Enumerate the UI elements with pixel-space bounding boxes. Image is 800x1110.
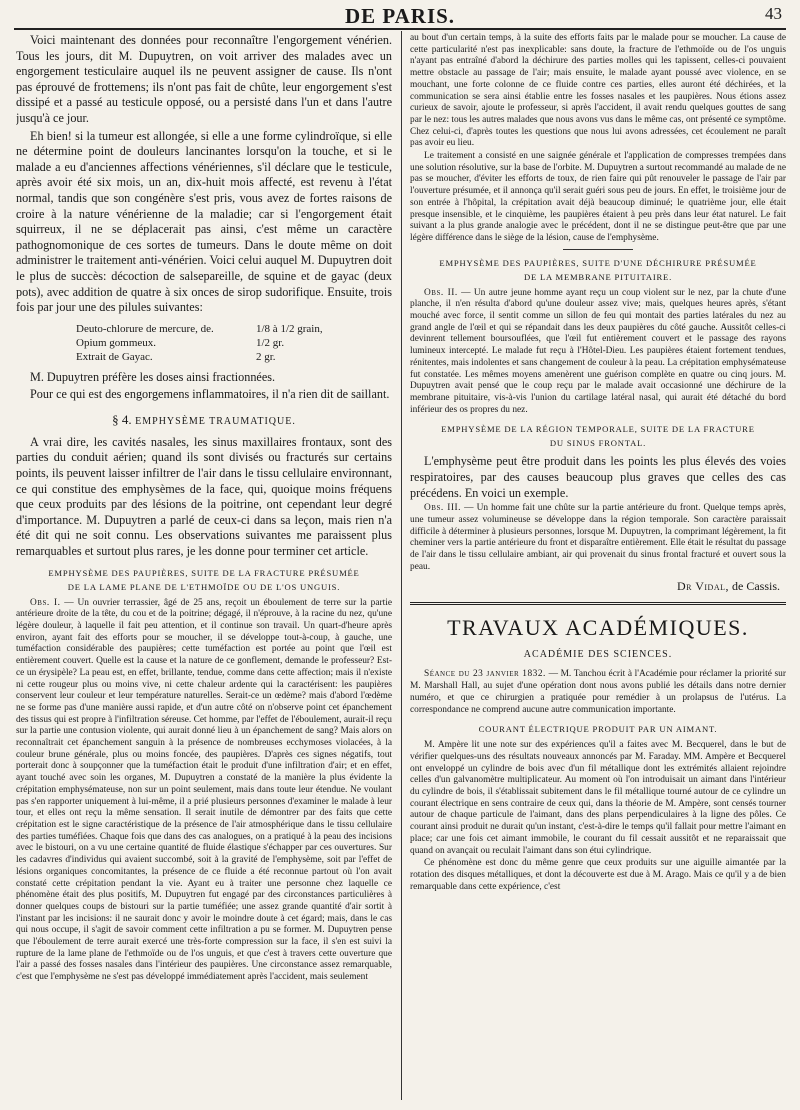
travaux-title: TRAVAUX ACADÉMIQUES. xyxy=(447,615,749,641)
section-title: EMPHYSÈME TRAUMATIQUE. xyxy=(135,415,296,427)
observation-label: Obs. III. xyxy=(424,503,461,514)
section-divider xyxy=(410,602,786,605)
left-column xyxy=(16,33,392,1103)
subheading-line: EMPHYSÈME DE LA RÉGION TEMPORALE, SUITE DE LA FRACTURE xyxy=(441,424,755,435)
subheading-obs1 xyxy=(16,566,392,594)
signature-name: Dr Vidal, xyxy=(676,579,729,594)
recipe-dose: 1/8 à 1/2 grain, xyxy=(256,322,323,335)
header-rule xyxy=(14,28,786,30)
recipe-dose: 1/2 gr. xyxy=(256,336,285,349)
recipe-row xyxy=(76,350,392,364)
paragraph-temporal: L'emphysème peut être produit dans les points les plus élevés des voies respiratoires, par des causes beaucoup plus graves que celles des cas précédens. En voici un exemple. xyxy=(410,454,786,500)
seance-text: — M. Tanchou écrit à l'Académie pour réclamer la priorité sur M. Marshall Hall, au sujet d'une opération dont nous avons publié les détails dans notre dernier numéro, et que ce chirurgien a pratiquée pour remédier à un prolapsus de l'utérus. La correspondance ne comprend aucune autre communication importante. xyxy=(410,669,786,715)
recipe-row xyxy=(76,322,392,336)
observation-3 xyxy=(410,503,786,573)
masthead xyxy=(0,4,800,30)
recipe-row xyxy=(76,336,392,350)
academie-heading: ACADÉMIE DES SCIENCES. xyxy=(523,649,673,661)
pill-recipe xyxy=(76,322,392,364)
paragraph-engorgement: Voici maintenant des données pour reconnaître l'engorgement vénérien. Tous les jours, dit M. Dupuytren, on voit arriver des malades avec un engorgement testiculaire auquel ils ne peuvent assigner de cause. Ils n'ont pas éprouvé de frottemens; ils n'ont pas fait de chûte, leur engorgement s'est dissipé et a passé au testicule opposé, ou a persisté dans l'un et dans l'autre jusqu'à ce jour. xyxy=(16,33,392,125)
section-heading xyxy=(16,412,392,428)
recipe-ingredient: Extrait de Gayac. xyxy=(76,350,153,363)
right-column xyxy=(410,33,786,1103)
observation-1 xyxy=(16,598,392,984)
subheading-line: DE LA MEMBRANE PITUITAIRE. xyxy=(523,271,673,282)
observation-label: Obs. I. xyxy=(30,597,61,608)
seance-label: Séance du 23 janvier 1832. xyxy=(424,669,546,680)
column-divider xyxy=(401,31,402,1100)
courant-heading: COURANT ÉLECTRIQUE PRODUIT PAR UN AIMANT. xyxy=(478,724,718,735)
subheading-obs3 xyxy=(410,422,786,450)
paragraph-emphyseme-intro: A vrai dire, les cavités nasales, les sinus maxillaires frontaux, sont des parties du conduit aérien; quand ils sont divisés ou fracturés sur certains points, ils peuvent laisser infiltrer de l'air dans le tissu cellulaire environnant, ce qui constitue des emphysèmes de la face, qui, quoique moins fréquens que ceux produits par des lésions de la poitrine, ont cependant leur degré d'importance. M. Dupuytren a parlé de ceux-ci dans sa leçon, mais rien n'a été dit qui ne soit connu. Les observations suivantes me paraissent plus remarquables et surtout plus rares, je les donne pour terminer cet article. xyxy=(16,434,392,559)
recipe-ingredient: Deuto-chlorure de mercure, de. xyxy=(76,322,214,335)
subheading-obs2 xyxy=(410,256,786,284)
paragraph-inflammatory: Pour ce qui est des engorgemens inflammatoires, il n'a rien dit de saillant. xyxy=(30,387,390,402)
subheading-line: EMPHYSÈME DES PAUPIÈRES, SUITE D'UNE DÉCHIRURE PRÉSUMÉE xyxy=(439,257,757,268)
author-signature xyxy=(410,579,780,594)
paragraph-doses: M. Dupuytren préfère les doses ainsi fractionnées. xyxy=(30,369,276,384)
signature-place: de Cassis. xyxy=(732,579,780,594)
observation-text: — Un homme fait une chûte sur la partie antérieure du front. Quelque temps après, une tumeur assez volumineuse se développe dans la région temporale. Son caractère paraissait difficile à déterminer à plusieurs personnes, lorsque M. Dupuytren, la comprimant légèrement, la fit cheminer vers la partie antérieure du front et disparaître entièrement. Elle était le résultat du passage de l'air dans le tissu cellulaire ambiant, air qui provenait du sinus frontal fracturé et ouvert sous la peau. xyxy=(410,503,786,572)
short-rule xyxy=(563,249,633,250)
paragraph-ampere-2: Ce phénomène est donc du même genre que ceux produits sur une aiguille aimantée par la rotation des disques métalliques, et dont la découverte est due à M. Arago. Mais ce qu'il y a de bien remarquable dans cette expérience, c'est xyxy=(410,858,786,892)
subheading-line: DU SINUS FRONTAL. xyxy=(549,438,647,449)
subheading-line: EMPHYSÈME DES PAUPIÈRES, SUITE DE LA FRACTURE PRÉSUMÉE xyxy=(48,567,360,578)
observation-2 xyxy=(410,288,786,417)
observation-text: — Un ouvrier terrassier, âgé de 25 ans, reçoit un éboulement de terre sur la partie antérieure droite de la tête, du cou et de la poitrine; dégagé, il n'éprouve, à la racine du nez, qu'une légère douleur, à laquelle il fait peu attention, et il continue son travail. Un quart-d'heure après environ, ayant fait des efforts pour se moucher, il se développe tout-à-coup, à gauche, une tuméfaction considérable des paupières; cette tuméfaction est portée au point que l'œil est entièrement couvert. Quelle est la cause et la nature de ce gonflement, demande le professeur? Est-ce un érysipèle? La peau est, en effet, brillante, tendue, comme dans cette affection; mais il n'existe ni cette rougeur plus ou moins vive, ni cette chaleur ardente qui la caractérisent: les paupières conservent leur couleur et leur température naturelles. Serait-ce un œdème? mais d'abord l'œdème ne se forme pas d'une manière aussi rapide, et d'un autre côté on n'observe point cet épanchement des tissus qui est propre à l'infiltration séreuse. Cet homme, par l'effet de l'éboulement, aurait-il reçu sur la partie une contusion violente, qui aurait donné lieu à un épanchement de sang? Mais alors on reconnaîtrait cet épanchement sanguin à la présence de nombreuses ecchymoses violacées, à la couleur brune générale, plus ou moins foncée, des paupières. D'après ces signes négatifs, tout porterait donc à soupçonner que la tuméfaction était le produit d'une infiltration d'air; et en effet, ayant touché avec soin les organes, M. Dupuytren a constaté de la manière la plus évidente la crépitation emphysémateuse, non sur un point seulement, mais dans toute leur étendue. Ne voulant pas s'en rapporter uniquement à lui-même, il a prié plusieurs personnes d'examiner le malade à leur tour, et elles ont reçu la même sensation. Il serait inutile de démontrer par des faits que cette crépitation est le signe caractéristique de la présence de l'air atmosphérique dans le tissu cellulaire des parties tuméfiées. Chaque fois que dans des cas analogues, on a pratiqué à la peau des incisions avec le bistouri, on a vu une certaine quantité de fluide élastique s'échapper par ces ouvertures. Sur les cadavres d'individus qui avaient succombé, soit à la gravité de l'emphysème, soit par l'effet de lésions organiques concomitantes, la présence de ce fluide a été reconnue partout où l'on avait constaté cette crépitation pendant la vie. Ayant eu à traiter une personne chez laquelle ce phénomène était des plus positifs, M. Dupuytren fut engagé par des circonstances particulières à donner quelques coups de bistouri sur la partie tuméfiée; une assez grande quantité d'air sortit à l'instant par les incisions: il ne saurait donc y avoir le moindre doute à cet égard; mais, dans le cas qui nous occupe, il s'agit de savoir comment cette infiltration a pu se former. M. Dupuytren pense que l'éboulement de terre aurait exercé une très-forte compression sur la face, il s'en est suivi la rupture de la lame plane de l'ethmoïde ou de l'os unguis, et que c'est à travers cette ouverture que l'air a passé des fosses nasales dans l'intérieur des paupières. Une circonstance assez remarquable, c'est que l'emphysème ne s'est pas développé immédiatement après l'accident, mais seulement xyxy=(16,597,392,983)
subheading-line: DE LA LAME PLANE DE L'ETHMOÏDE OU DE L'OS UNGUIS. xyxy=(67,581,341,592)
paragraph-continuation: au bout d'un certain temps, à la suite des efforts faits par le malade pour se moucher. La cause de cette particularité n'est pas inexplicable: sans doute, la fracture de l'ethmoïde ou de l'os unguis n'ayant pas entraîné d'abord la déchirure des parties molles qui les tapissent, celles-ci pouvaient mettre obstacle au passage de l'air; mais ensuite, le malade ayant poussé avec violence, en se mouchant, une forte colonne de ce fluide contre ces parties, elles auront été déchirées, et la communication se sera ainsi établie entre les fosses nasales et les paupières. Nous étions assez curieux de savoir, ajoute le professeur, si après l'accident, il avait rendu quelques gouttes de sang par le nez: tous les autres malades que nous avons vus dans le même cas, ont présenté ce symptôme. Chez celui-ci, d'après toutes les questions que nous lui avons adressées, cet écoulement ne paraît pas avoir eu lieu. xyxy=(410,33,786,149)
recipe-dose: 2 gr. xyxy=(256,350,276,363)
section-number: § 4. xyxy=(112,411,132,427)
observation-label: Obs. II. xyxy=(424,287,458,298)
observation-text: — Un autre jeune homme ayant reçu un coup violent sur le nez, par la chute d'une planche, il n'en résulta d'abord qu'une douleur assez vive; mais, quelques heures après, s'étant mouché avec force, il sentit comme un sillon de feu qui montait des parties latérales du nez au grand angle de l'œil et qui se répandait dans les deux paupières du côté gauche. Aussitôt celles-ci devinrent tellement boursouflées, que l'œil fut entièrement couvert et le passage des rayons lumineux intercepté. Le malade fut reçu à l'Hôtel-Dieu. Les paupières étaient fortement tendues, rénitentes, mais indolentes et sans changement de couleur à la peau. La crépitation emphysémateuse fut constatée. Les mêmes moyens amenèrent une guérison complète en quatre ou cinq jours. M. Dupuytren avait pensé que le coup reçu par le malade avait occasionné une déchirure de la membrane pituitaire, vis-à-vis l'union du cartilage latéral nasal, qui aurait été détaché du bord inférieur des os propres du nez. xyxy=(410,287,786,415)
recipe-ingredient: Opium gommeux. xyxy=(76,336,157,349)
paragraph-treatment: Le traitement a consisté en une saignée générale et l'application de compresses trempées dans une solution résolutive, sur la base de l'orbite. M. Dupuytren a surtout recommandé au malade de ne pas se moucher, d'éviter les efforts de toux, de rien faire qui pût renouveler le passage de l'air par l'ouverture présumée, et il annonça qu'il serait guéri sous peu de jours. En effet, le troisième jour de son entrée à l'hôpital, la crépitation avait déjà beaucoup diminué; le quatrième jour, elle était presque insensible, et le cinquième, les paupières étaient à peu près dans leur état naturel. Le fait suivant a la plus grande analogie avec le précédent, dont il ne se distingue peut-être que par une légère différence dans le siège de la lésion, cause de l'emphysème. xyxy=(410,151,786,243)
running-title: DE PARIS. xyxy=(344,4,456,28)
paragraph-ampere-1: M. Ampère lit une note sur des expériences qu'il a faites avec M. Becquerel, dans le but de vérifier quelques-uns des résultats nouveaux annoncés par M. Faraday. MM. Ampère et Becquerel ont enveloppé un cylindre de bois avec d'un fil métallique dont les extrémités allaient rejoindre celles d'un galvanomètre multiplicateur. Au moment où l'on introduisait un aimant dans l'intérieur du cylindre de bois, il s'établissait subitement dans le fil métallique tourné autour de ce cylindre un courant électrique en sens contraire de ceux qui, dans la théorie de M. Ampère, sont censés tourner autour de chaque particule de l'aimant, dans des plans perpendiculaires à la ligne des pôles. Ce courant ainsi produit ne durait qu'un instant, c'est-à-dire le temps qu'il fallait pour mettre l'aimant en place; car une fois cet aimant immobile, le courant du fil cessait aussitôt et ne reparaissait que quand on avançait ou reculait l'aimant dans son étui cylindrique. xyxy=(410,740,786,856)
paragraph-diagnosis: Eh bien! si la tumeur est allongée, si elle a une forme cylindroïque, si elle ne détermine point de douleurs lancinantes lorsqu'on la touche, et si le malade a eu d'anciennes affections vénériennes, s'il déclare que le testicule, après avoir été six mois, un an, dix-huit mois affecté, est revenu à l'état normal, tandis que son congénère s'est pris, vous avez de fortes raisons de croire à la nature vénérienne de la maladie; car si l'engorgement était squirreux, il ne se déplacerait pas ainsi, c'est même un caractère pathognomonique de ces sortes de tumeurs. Dans le doute même on doit administrer le traitement anti-vénérien. Voici celui auquel M. Dupuytren doit le plus de succès: décoction de salsepareille, de squine et de gayac (deux pots), avec addition de quatre à six onces de sirop sudorifique. Ensuite, trois fois par jour une des pilules suivantes: xyxy=(16,128,392,315)
paragraph-seance xyxy=(410,669,786,716)
page-number: 43 xyxy=(765,4,782,23)
